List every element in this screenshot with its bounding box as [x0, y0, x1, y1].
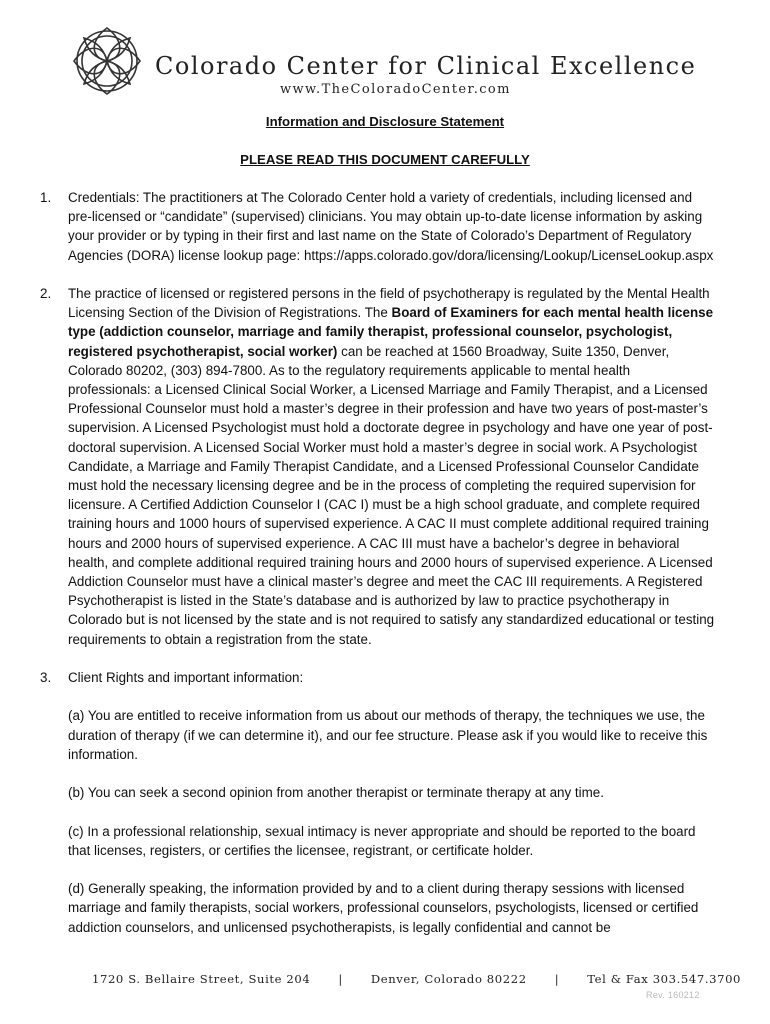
board-of-examiners-text: Board of Examiners for each mental health license type (addiction counselor, marriage and family therapist, professional counselor, psychologist, registered psychotherapist, social worker) [68, 305, 714, 359]
footer-phone: Tel & Fax 303.547.3700 [587, 972, 742, 986]
section-regulation [40, 284, 716, 649]
footer-address: 1720 S. Bellaire Street, Suite 204 [92, 972, 311, 986]
section-number: 1. [40, 190, 52, 205]
footer-city: Denver, Colorado 80222 [370, 972, 527, 986]
document-subtitle: PLEASE READ THIS DOCUMENT CAREFULLY [240, 152, 530, 167]
client-right-a: (a) You are entitled to receive information from us about our methods of therapy, the techniques we use, the duration of therapy (if we can determine it), and our fee structure. Please ask if you would like to receive this information. [68, 708, 708, 762]
footer-separator: | [554, 972, 560, 986]
section-text-after: can be reached at 1560 Broadway, Suite 1350, Denver, Colorado 80202, (303) 894-7800. As to the regulatory requirements applicable to mental health professionals: a Licensed Clinical Social Worker, a Licensed Marriage and Family Therapist, and a Licensed Professional Counselor must hold a master’s degree in their profession and have two years of post-master’s supervision. A Licensed Psychologist must hold a doctorate degree in psychology and have one year of post-doctoral supervision. A Licensed Social Worker must hold a master’s degree in social work. A Psychologist Candidate, a Marriage and Family Therapist Candidate, and a Licensed Professional Counselor Candidate must hold the necessary licensing degree and be in the process of completing the required supervision for licensure. A Certified Addiction Counselor I (CAC I) must be a high school graduate, and complete required training hours and 1000 hours of supervised experience. A CAC II must complete additional required training hours and 2000 hours of supervised experience. A CAC III must have a bachelor’s degree in behavioral health, and complete additional required training hours and 2000 hours of supervised experience. A Licensed Addiction Counselor must have a clinical master’s degree and meet the CAC III requirements. A Registered Psychotherapist is listed in the State’s database and is authorized by law to practice psychotherapy in Colorado but is not licensed by the state and is not required to satisfy any standardized educational or testing requirements to obtain a registration from the state. [68, 343, 715, 647]
org-website: www.TheColoradoCenter.com [280, 82, 511, 97]
org-name: Colorado Center for Clinical Excellence [155, 52, 697, 80]
document-title: Information and Disclosure Statement [265, 114, 505, 129]
section-intro: Client Rights and important information: [68, 670, 304, 686]
section-number: 3. [40, 670, 52, 686]
client-right-c: (c) In a professional relationship, sexual intimacy is never appropriate and should be reported to the board that licenses, registers, or certifies the licensee, registrant, or certificate holder. [68, 823, 696, 858]
section-content [68, 668, 716, 937]
section-text: Credentials: The practitioners at The Colorado Center hold a variety of credentials, including licensed and pre-licensed or “candidate” (supervised) clinicians. You may obtain up-to-date license information by asking your provider or by typing in their first and last name on the State of Colorado’s Department of Regulatory Agencies (DORA) license lookup page: https://apps.colorado.gov/dora/licensing/Lookup/LicenseLookup.aspx [68, 190, 714, 263]
footer-separator: | [338, 972, 343, 986]
section-number: 2. [40, 286, 52, 301]
section-text-before: The practice of licensed or registered persons in the field of psychotherapy is regulated by the Mental Health Licensing Section of the Division of Registrations. The [68, 286, 710, 321]
client-right-d: (d) Generally speaking, the information provided by and to a client during therapy sessions with licensed marriage and family therapists, social workers, professional counselors, psychologists, licensed or certified addiction counselors, and unlicensed psychotherapists, is legally confidential and cannot be [68, 881, 699, 935]
revision-label: Rev. 160212 [646, 990, 700, 1000]
section-credentials [40, 188, 716, 265]
document-body [40, 188, 716, 956]
client-right-b: (b) You can seek a second opinion from another therapist or terminate therapy at any time. [68, 785, 604, 801]
celtic-knot-logo [64, 20, 150, 102]
section-client-rights [40, 668, 716, 937]
section-text [68, 284, 716, 649]
page-footer [92, 972, 742, 986]
